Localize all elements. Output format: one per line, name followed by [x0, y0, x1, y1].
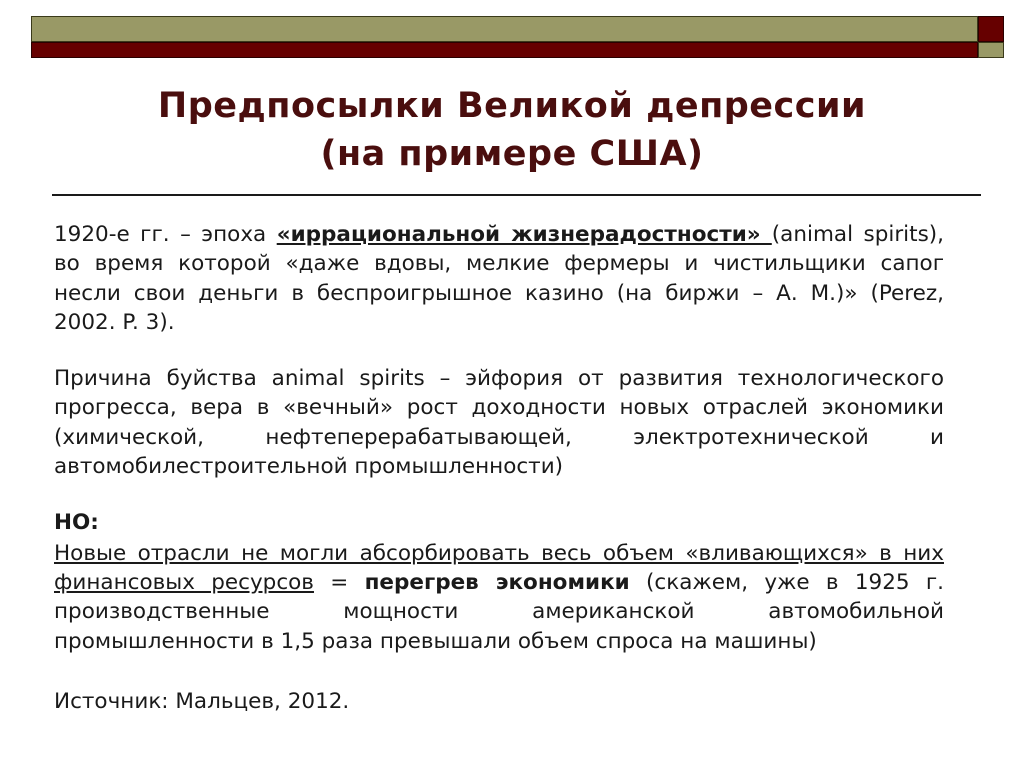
corner-square-olive	[978, 42, 1004, 58]
header-bar-dark-red	[31, 42, 978, 58]
paragraph-1-emphasis: «иррациональной жизнерадостности»	[276, 222, 772, 247]
paragraph-4-rest: (скажем, уже в 1925 г. производственные мощности американской автомобильной промышленности в 1,5 раза превышали объем спроса на машины)	[54, 569, 945, 654]
paragraph-4-underlined: Новые отрасли не могли абсорбировать весь объем «вливающихся» в них финансовых ресурсов	[54, 540, 944, 595]
header-bar-olive	[31, 16, 978, 42]
paragraph-4-equals: =	[313, 569, 365, 595]
paragraph-overheating	[54, 539, 944, 656]
paragraph-1-rest: (animal spirits), во время которой «даже вдовы, мелкие фермеры и чистильщики сапог несли свои деньги в беспроигрышное казино (на биржи – А. М.)» (Perez, 2002. P. 3).	[54, 222, 945, 335]
paragraph-4-bold: перегрев экономики	[364, 569, 630, 595]
paragraph-cause: Причина буйства animal spirits – эйфория от развития технологического прогресса, вера в «вечный» рост доходности новых отраслей экономики (химической, нефтеперерабатывающей, электротехнической и автомобилестроительной промышленности)	[54, 366, 944, 480]
slide-title	[60, 82, 964, 178]
slide-title-line-2: (на примере США)	[320, 134, 704, 174]
source-citation: Источник: Мальцев, 2012.	[54, 688, 350, 714]
slide-body	[54, 220, 944, 716]
paragraph-but-heading: НО:	[54, 510, 99, 536]
corner-square-dark-red	[978, 16, 1004, 42]
paragraph-animal-spirits	[54, 220, 944, 337]
paragraph-1-lead: 1920-е гг. – эпоха	[54, 222, 277, 247]
slide-title-line-1: Предпосылки Великой депрессии	[157, 86, 867, 126]
title-divider	[52, 194, 981, 196]
